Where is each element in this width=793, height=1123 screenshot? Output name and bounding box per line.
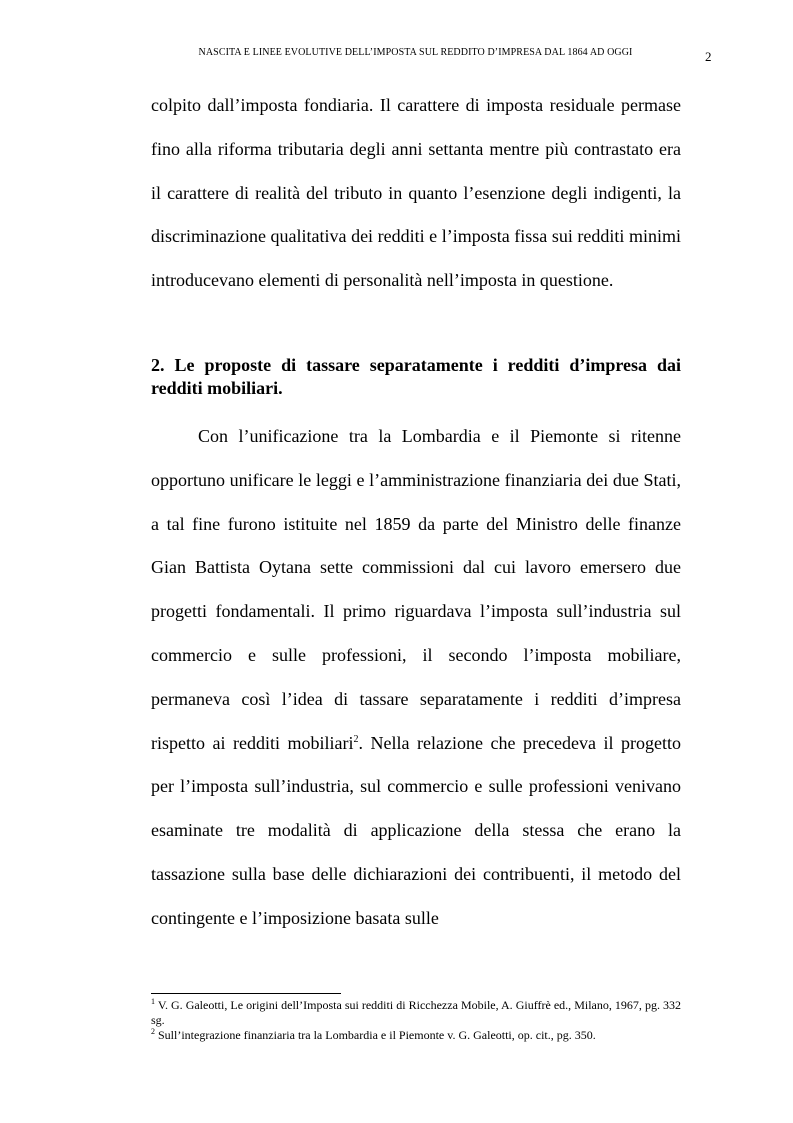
paragraph-text: colpito dall’imposta fondiaria. Il carattere di imposta residuale permase fino alla riforma tributaria degli anni settanta mentre più contrastato era il carattere di realità del tributo in quanto l’esenzione degli indigenti, la discriminazione qualitativa dei redditi e l’imposta fissa sui redditi minimi introducevano elementi di personalità nell’imposta in questione. [151,95,681,291]
footnote-number: 2 [151,1027,155,1036]
footnote-reference: 2 [353,733,359,745]
page-number: 2 [705,49,712,64]
footnote-text: Sull’integrazione finanziaria tra la Lombardia e il Piemonte v. G. Galeotti, op. cit., pg. 350. [155,1028,596,1042]
footnotes [151,998,681,1043]
paragraph-text [151,415,681,941]
running-head: NASCITA E LINEE EVOLUTIVE DELL’IMPOSTA SUL REDDITO D’IMPRESA DAL 1864 AD OGGI [198,47,633,58]
footnote-separator [151,993,341,994]
footnote-2 [151,1028,681,1043]
body-paragraph-1 [151,84,681,303]
footnote-1 [151,998,681,1028]
body-paragraph-2 [151,415,681,941]
paragraph-text-before-note: Con l’unificazione tra la Lombardia e il Piemonte si ritenne opportuno unificare le leggi e l’amministrazione finanziaria dei due Stati, a tal fine furono istituite nel 1859 da parte del Ministro delle finanze Gian Battista Oytana sette commissioni dal cui lavoro emersero due progetti fondamentali. Il primo riguardava l’imposta sull’industria sul commercio e sulle professioni, il secondo l’imposta mobiliare, permaneva così l’idea di tassare separatamente i redditi d’impresa rispetto ai redditi mobiliari [151,426,681,753]
section-heading: 2. Le proposte di tassare separatamente i redditi d’impresa dai redditi mobiliari. [151,355,681,398]
paragraph-text-after-note: . Nella relazione che precedeva il progetto per l’imposta sull’industria, sul commercio e sulle professioni venivano esaminate tre modalità di applicazione della stessa che erano la tassazione sulla base delle dichiarazioni dei contribuenti, il metodo del contingente e l’imposizione basata sulle [151,732,681,928]
footnote-text: V. G. Galeotti, Le origini dell’Imposta sui redditi di Ricchezza Mobile, A. Giuffrè ed., Milano, 1967, pg. 332 sg. [151,998,681,1027]
footnote-number: 1 [151,997,155,1006]
